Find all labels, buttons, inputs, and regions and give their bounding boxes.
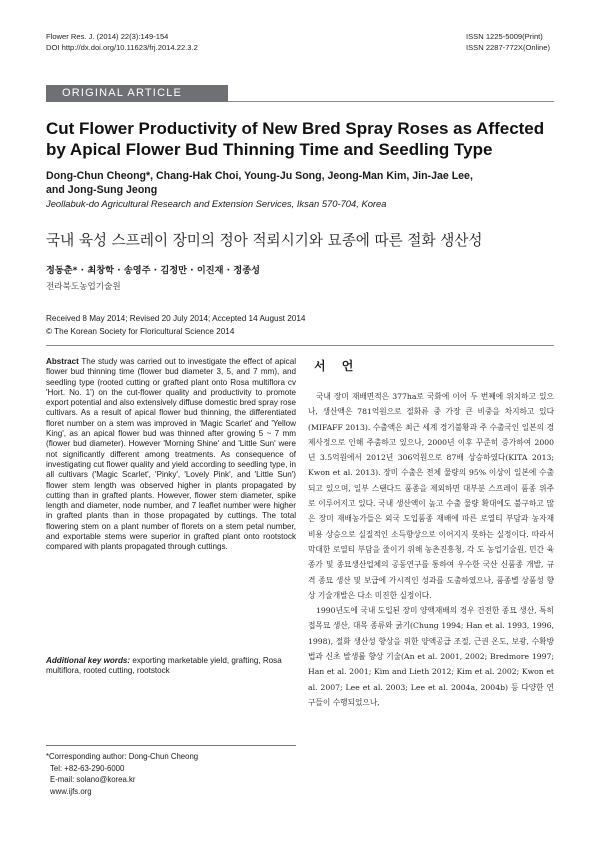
- author-list: [46, 170, 556, 197]
- korean-title: 국내 육성 스프레이 장미의 정아 적뢰시기와 묘종에 따른 절화 생산성: [46, 232, 483, 249]
- issn-print: ISSN 1225-5009(Print): [466, 32, 543, 41]
- doi-link[interactable]: DOI http://dx.doi.org/10.11623/frj.2014.22.3.2: [46, 42, 198, 52]
- issn-block: [466, 32, 554, 53]
- article-type-banner: ORIGINAL ARTICLE: [46, 85, 228, 102]
- affiliation: Jeollabuk-do Agricultural Research and Extension Services, Iksan 570-704, Korea: [46, 198, 387, 209]
- intro-paragraph-2: 1990년도에 국내 도입된 장미 양액재배의 경우 건전한 종묘 생산, 특히 접목묘 생산, 대목 종류와 굵기(Chung 1994; Han et al. 1993, 1996, 1998), 절화 생산성 향상을 위한 양액공급 조절, 근권 온도, 보광, 수확방법과 신초 발생률 향상 기술(An et al. 2001, 2002; Bredmore 1997; Han et al. 2001; Kim and Lieth 2012; Kim et al. 2002; Kwon et al. 2007; Lee et al. 2003; Lee et al. 2004a, 2004b) 등 다양한 연구들이 수행되었으나,: [308, 606, 554, 707]
- email-address[interactable]: E-mail: solano@korea.kr: [50, 775, 136, 785]
- footnote: [46, 751, 296, 797]
- footnote-rule: [46, 745, 296, 746]
- abstract: [46, 357, 296, 553]
- korean-authors: 정동춘* · 최창학 · 송영주 · 김정만 · 이진재 · 정종성: [46, 265, 260, 276]
- telephone: Tel: +82-63-290-6000: [50, 763, 125, 773]
- keywords-text: exporting marketable yield, grafting, Rosa multiflora, rooted cutting, rootstock: [46, 656, 282, 676]
- abstract-label: Abstract: [46, 357, 79, 366]
- issn-online: ISSN 2287-772X(Online): [466, 42, 550, 52]
- keywords-label: Additional key words:: [46, 656, 131, 665]
- submission-dates: Received 8 May 2014; Revised 20 July 2014; Accepted 14 August 2014: [46, 314, 306, 323]
- journal-header: [46, 32, 198, 53]
- intro-paragraph-1: 국내 장미 재배면적은 377ha로 국화에 이어 두 번째에 위치하고 있으나, 생산액은 781억원으로 절화류 중 가장 큰 비중을 차지하고 있다(MIFAFF 2013). 수출액은 최근 세계 경기불황과 주 수출국인 일본의 경제사정으로 인해 주춤하고 있으나, 2000년 이후 꾸준히 증가하여 2000년 3.5억원에서 2012년 306억원으로 87배 상승하였다(KITA 2013; Kwon et al. 2013). 장미 수출은 전체 물량의 95% 이상이 일본에 수출되고 있으며, 일부 스탠다드 품종을 제외하면 대부분 스프레이 품종 위주로 이루어지고 있다. 국내 생산액이 높고 수출 물량 확대에도 불구하고 많은 장미 재배농가들은 외국 도입품종 재배에 따른 로열티 부담과 농자재 비용 상승으로 실질적인 소득향상으로 이어지지 못하는 실정이다. 따라서 막대한 로열티 부담을 줄이기 위해 농촌진흥청, 각 도 농업기술원, 민간 육종가 및 종묘생산업체의 공동연구를 통하여 우수한 국산 신품종 개발, 규격 종묘 생산 및 보급에 가시적인 성과를 도출하였으나, 품종별 상품성 향상 기술개발은 다소 미진한 실정이다.: [308, 392, 554, 600]
- corresponding-author: *Corresponding author: Dong-Chun Cheong: [46, 752, 199, 761]
- introduction-body: [308, 389, 554, 710]
- article-title: Cut Flower Productivity of New Bred Spray Roses as Affected by Apical Flower Bud Thinning Time and Seedling Type: [46, 119, 545, 159]
- journal-website[interactable]: www.ijfs.org: [50, 786, 92, 796]
- copyright-notice: © The Korean Society for Floricultural Science 2014: [46, 327, 235, 336]
- authors-line-2: and Jong-Sung Jeong: [46, 183, 158, 196]
- korean-affiliation: 전라북도농업기술원: [46, 282, 121, 292]
- abstract-text: The study was carried out to investigate the effect of apical flower bud thinning time (flower bud diameter 3, 5, and 7 mm), and seedling type (rooted cutting or grafted plant onto Rosa multiflora cv 'Hort. No. 1') on the cut-flower quality and productivity to promote export potential and also extensively diffuse domestic bred spray rose cultivars. As a result of apical flower bud thinning, the differentiated floret number on a stem was improved in 'Magic Scarlet' and 'Yellow King', as an apical flower bud was thinned after growing 5 ~ 7 mm (flower bud diameter). However 'Morning Shine' and 'Little Sun' were not significantly different among treatments. As consequence of investigating cut flower quality and yield according to seedling type, in all cultivars ('Magic Scarlet', 'Pinky', 'Lovely Pink', and 'Little Sun') flower stem length was observed higher in plants propagated by cutting than in grafted plants. However, flower stem diameter, spike length and diameter, node number, and 7 leaflet number were higher in grafted plants than in those propagated by cuttings. The total flowering stem on a plant number of florets on a stem petal number, and exportable stems were superior in grafted plant onto rootstock compared with plants propagated through cuttings.: [46, 357, 296, 552]
- section-divider: [46, 345, 554, 346]
- banner-rule: [228, 101, 554, 102]
- journal-citation: Flower Res. J. (2014) 22(3):149-154: [46, 32, 169, 41]
- introduction-heading: 서 언: [314, 359, 360, 373]
- authors-line-1: Dong-Chun Cheong*, Chang-Hak Choi, Young-Ju Song, Jeong-Man Kim, Jin-Jae Lee,: [46, 170, 473, 182]
- keywords: [46, 656, 296, 677]
